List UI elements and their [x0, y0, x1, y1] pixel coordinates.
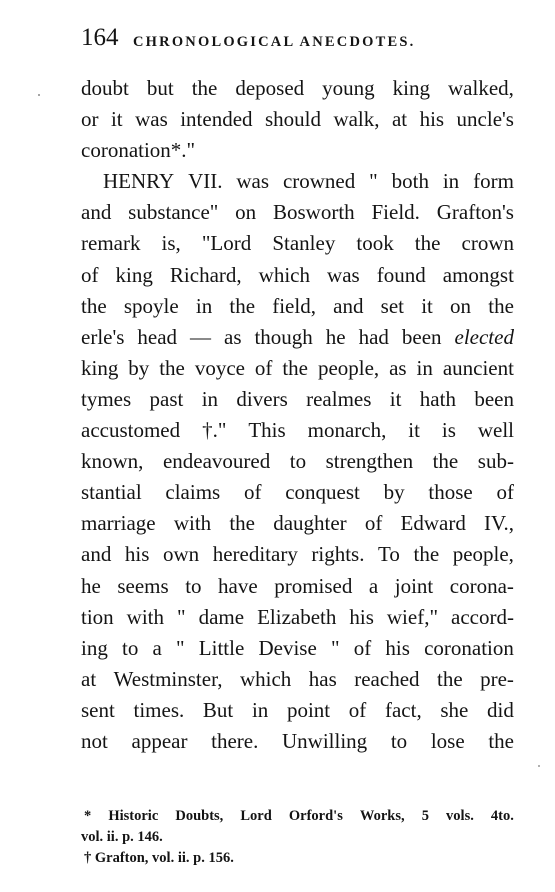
- word: 4to.: [490, 808, 514, 824]
- word: as: [224, 324, 242, 349]
- word: to: [185, 573, 202, 598]
- word: strengthen: [325, 449, 414, 474]
- page-number: 164: [81, 24, 119, 51]
- footnote-line: vol. ii. p. 146.: [81, 829, 163, 845]
- word: the: [432, 449, 459, 474]
- word: voyce: [194, 355, 245, 380]
- word: substance": [128, 200, 219, 225]
- word: amongst: [442, 262, 514, 287]
- word: and: [81, 200, 112, 225]
- word: in: [251, 697, 269, 722]
- word: stantial: [81, 480, 142, 505]
- word: IV.,: [484, 511, 514, 536]
- word: *: [84, 808, 92, 824]
- word: set: [380, 293, 404, 318]
- word: not: [81, 728, 108, 753]
- word: with: [126, 604, 165, 629]
- word: coronation: [424, 635, 514, 660]
- word: a: [368, 573, 379, 598]
- word: to: [122, 635, 139, 660]
- word: Little: [198, 635, 245, 660]
- word: HENRY: [103, 169, 175, 194]
- word: the: [191, 76, 218, 100]
- word: elected: [454, 324, 514, 349]
- word: by: [383, 480, 405, 505]
- word: head: [137, 324, 178, 349]
- word: erle's: [81, 324, 125, 349]
- word: dame: [198, 604, 245, 629]
- word: king: [115, 262, 153, 287]
- word: she: [440, 697, 469, 722]
- word: walk,: [333, 107, 380, 132]
- word: it: [421, 293, 433, 318]
- word: conquest: [285, 480, 360, 505]
- word: is,: [161, 231, 181, 256]
- word: ": [176, 635, 185, 660]
- word: rights.: [311, 542, 365, 567]
- word: has: [308, 666, 337, 691]
- word: crown: [461, 231, 514, 256]
- word: hath: [419, 386, 456, 411]
- word: Richard,: [169, 262, 242, 287]
- word: hereditary: [212, 542, 298, 567]
- text-line: [81, 418, 514, 449]
- word: he: [325, 324, 346, 349]
- word: of: [496, 480, 514, 505]
- word: accord-: [451, 604, 514, 629]
- word: claims: [165, 480, 221, 505]
- word: but: [146, 76, 174, 100]
- word: his: [385, 635, 410, 660]
- footnote-line: † Grafton, vol. ii. p. 156.: [84, 850, 234, 866]
- word: sent: [81, 697, 115, 722]
- word: tion: [81, 604, 114, 629]
- word: Lord: [240, 808, 272, 824]
- word: Historic: [108, 808, 159, 824]
- word: was: [236, 169, 270, 194]
- word: ": [369, 169, 378, 194]
- running-head: CHRONOLOGICAL ANECDOTES.: [133, 34, 416, 50]
- word: the: [414, 231, 441, 256]
- word: of: [353, 635, 372, 660]
- word: marriage: [81, 511, 156, 536]
- word: on: [235, 200, 257, 225]
- word: took: [356, 231, 394, 256]
- speck-mark: [538, 765, 540, 767]
- footnote-line: [81, 806, 514, 827]
- word: spoyle: [123, 293, 179, 318]
- word: known,: [81, 449, 144, 474]
- word: To: [378, 542, 400, 567]
- word: Elizabeth: [257, 604, 337, 629]
- word: it: [110, 107, 123, 132]
- word: the: [488, 293, 514, 318]
- word: the: [436, 666, 463, 691]
- word: corona-: [449, 573, 514, 598]
- word: ": [330, 635, 340, 660]
- word: vols.: [446, 808, 474, 824]
- word: king: [392, 76, 431, 100]
- word: promised: [274, 573, 353, 598]
- word: which: [239, 666, 292, 691]
- word: it: [389, 386, 402, 411]
- text-line: [81, 480, 514, 511]
- word: to: [289, 449, 307, 474]
- word: intended: [180, 107, 253, 132]
- word: form: [473, 169, 514, 194]
- word: Unwilling: [282, 728, 368, 753]
- word: fact,: [384, 697, 422, 722]
- word: Doubts,: [175, 808, 224, 824]
- footnotes: [81, 806, 514, 869]
- word: wief,": [386, 604, 439, 629]
- word: VII.: [188, 169, 223, 194]
- word: accustomed: [81, 418, 181, 443]
- word: Orford's: [288, 808, 343, 824]
- text-line: [81, 387, 514, 418]
- text-line: [81, 729, 514, 760]
- word: in: [201, 386, 219, 411]
- word: been: [401, 324, 442, 349]
- word: the: [229, 511, 255, 536]
- text-line: [81, 263, 514, 294]
- word: walked,: [448, 76, 514, 100]
- word: the: [282, 355, 308, 380]
- word: or: [81, 107, 99, 132]
- word: on: [450, 293, 472, 318]
- word: have: [218, 573, 258, 598]
- word: field,: [272, 293, 316, 318]
- word: king: [81, 355, 119, 380]
- word: well: [477, 418, 514, 443]
- word: with: [173, 511, 212, 536]
- word: Devise: [258, 635, 317, 660]
- word: ": [177, 604, 186, 629]
- word: in: [195, 293, 213, 318]
- word: young: [322, 76, 375, 100]
- word: 5: [421, 808, 429, 824]
- word: Bosworth: [272, 200, 355, 225]
- text-line: [81, 325, 514, 356]
- text-line: [81, 605, 514, 636]
- word: realmes: [306, 386, 372, 411]
- word: and: [333, 293, 364, 318]
- speck-mark: [38, 94, 40, 96]
- word: joint: [394, 573, 434, 598]
- word: Field.: [371, 200, 420, 225]
- text-line: [81, 449, 514, 480]
- word: at: [81, 666, 97, 691]
- word: appear: [131, 728, 188, 753]
- text-line: [81, 76, 514, 107]
- word: both: [391, 169, 429, 194]
- text-line: [81, 636, 514, 667]
- word: his: [349, 604, 374, 629]
- word: auncient: [442, 355, 514, 380]
- word: it: [408, 418, 420, 443]
- word: own: [162, 542, 200, 567]
- word: endeavoured: [162, 449, 271, 474]
- word: monarch,: [307, 418, 387, 443]
- word: which: [258, 262, 310, 287]
- word: pre-: [480, 666, 514, 691]
- word: there.: [211, 728, 259, 753]
- word: crowned: [282, 169, 356, 194]
- text-line: [81, 107, 514, 138]
- word: as: [389, 355, 407, 380]
- word: point: [286, 697, 331, 722]
- word: the: [81, 293, 107, 318]
- word: But: [202, 697, 234, 722]
- word: and: [81, 542, 112, 567]
- word: Westminster,: [113, 666, 223, 691]
- word: a: [152, 635, 162, 660]
- word: was: [135, 107, 168, 132]
- text-line: [81, 294, 514, 325]
- word: uncle's: [456, 107, 514, 132]
- word: the: [159, 355, 185, 380]
- word: in: [442, 169, 460, 194]
- text-line: [81, 138, 514, 169]
- text-line: [81, 511, 514, 542]
- text-line: [81, 698, 514, 729]
- word: †.": [202, 418, 227, 443]
- body-text: [81, 76, 514, 760]
- text-line: [81, 574, 514, 605]
- word: the: [413, 542, 440, 567]
- word: tymes: [81, 386, 132, 411]
- word: remark: [81, 231, 141, 256]
- word: he: [81, 573, 101, 598]
- word: should: [264, 107, 321, 132]
- word: Edward: [400, 511, 466, 536]
- word: past: [149, 386, 184, 411]
- word: been: [474, 386, 514, 411]
- word: did: [487, 697, 514, 722]
- word: by: [128, 355, 150, 380]
- word: sub-: [477, 449, 514, 474]
- word: of: [348, 697, 367, 722]
- word: deposed: [235, 76, 305, 100]
- word: seems: [117, 573, 169, 598]
- word: of: [254, 355, 273, 380]
- word: his: [419, 107, 445, 132]
- word: in: [416, 355, 433, 380]
- word: his: [124, 542, 150, 567]
- word: reached: [354, 666, 420, 691]
- word: was: [327, 262, 360, 287]
- word: is: [441, 418, 456, 443]
- word: at: [391, 107, 408, 132]
- word: the: [229, 293, 256, 318]
- word: This: [248, 418, 286, 443]
- word: found: [376, 262, 426, 287]
- text-line: [81, 200, 514, 231]
- word: times.: [133, 697, 185, 722]
- word: daughter: [273, 511, 347, 536]
- word: those: [428, 480, 473, 505]
- word: Works,: [359, 808, 405, 824]
- word: people,: [452, 542, 514, 567]
- word: divers: [236, 386, 288, 411]
- word: "Lord: [201, 231, 252, 256]
- word: of: [81, 262, 99, 287]
- text-line: [81, 542, 514, 573]
- word: —: [190, 324, 212, 349]
- text-line: [81, 356, 514, 387]
- word: people,: [317, 355, 380, 380]
- text-line: [81, 231, 514, 262]
- word: of: [243, 480, 262, 505]
- word: of: [364, 511, 383, 536]
- word: Grafton's: [436, 200, 514, 225]
- word: had: [358, 324, 389, 349]
- word: Stanley: [272, 231, 336, 256]
- word: lose: [430, 728, 465, 753]
- word: to: [390, 728, 408, 753]
- word: coronation*.": [81, 138, 196, 163]
- text-line: [81, 169, 514, 200]
- text-line: [81, 667, 514, 698]
- word: the: [488, 728, 514, 753]
- page-header: [81, 20, 521, 56]
- word: ing: [81, 635, 108, 660]
- word: doubt: [81, 76, 129, 100]
- word: though: [254, 324, 313, 349]
